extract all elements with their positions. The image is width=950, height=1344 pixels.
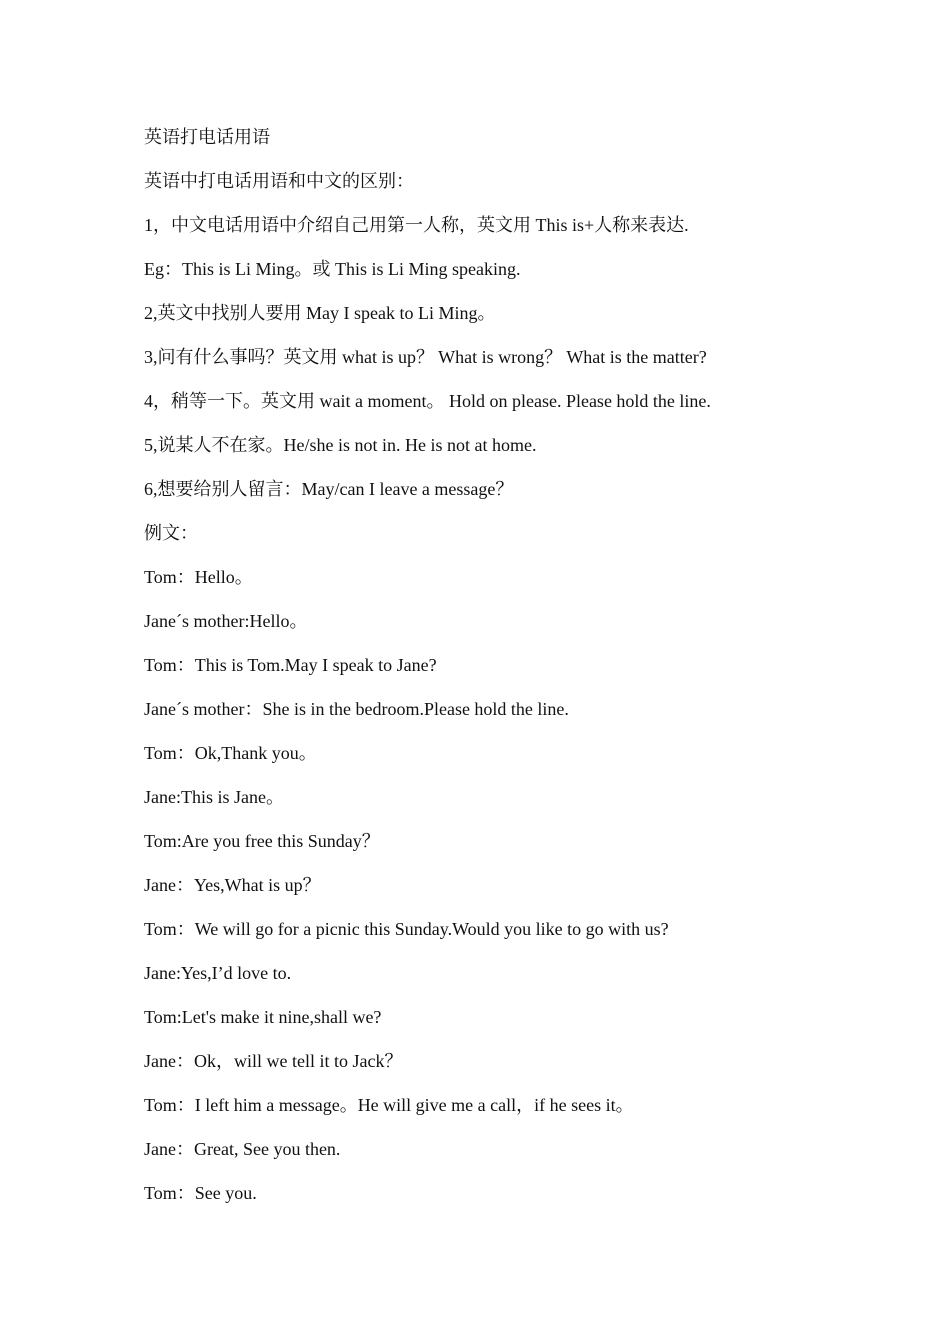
intro-paragraph: 英语中打电话用语和中文的区别： [144,171,414,191]
dialogue-line: Tom：Hello。 [144,567,253,587]
dialogue-line: Tom：I left him a message。He will give me a call，if he sees it。 [144,1095,634,1115]
dialogue-line: Tom:Let's make it nine,shall we? [144,1007,382,1027]
point-paragraph: 4，稍等一下。英文用 wait a moment。 Hold on please. Please hold the line. [144,391,711,411]
dialogue-line: Tom:Are you free this Sunday？ [144,831,380,851]
dialogue-line: Tom：See you. [144,1183,257,1203]
point-paragraph: Eg：This is Li Ming。或 This is Li Ming speaking. [144,259,521,279]
dialogue-line: Jane:Yes,I’d love to. [144,963,292,983]
point-paragraph: 1，中文电话用语中介绍自己用第一人称，英文用 This is+人称来表达. [144,215,689,235]
dialogue-line: Jane´s mother:Hello。 [144,611,308,631]
dialogue-line: Jane：Yes,What is up？ [144,875,321,895]
point-paragraph: 6,想要给别人留言：May/can I leave a message？ [144,479,514,499]
dialogue-line: Jane:This is Jane。 [144,787,284,807]
point-paragraph: 2,英文中找别人要用 May I speak to Li Ming。 [144,303,496,323]
point-paragraph: 3,问有什么事吗？英文用 what is up？ What is wrong？ What is the matter? [144,347,707,367]
dialogue-line: Jane：Great, See you then. [144,1139,341,1159]
dialogue-line: Tom：Ok,Thank you。 [144,743,317,763]
dialogue-line: Tom：We will go for a picnic this Sunday.Would you like to go with us? [144,919,669,939]
document-title: 英语打电话用语 [144,127,270,147]
dialogue-line: Jane：Ok，will we tell it to Jack？ [144,1051,403,1071]
dialogue-line: Jane´s mother：She is in the bedroom.Please hold the line. [144,699,569,719]
document-body [144,124,844,1224]
point-paragraph: 5,说某人不在家。He/she is not in. He is not at home. [144,435,537,455]
dialogue-line: Tom：This is Tom.May I speak to Jane? [144,655,437,675]
example-label: 例文： [144,523,198,543]
